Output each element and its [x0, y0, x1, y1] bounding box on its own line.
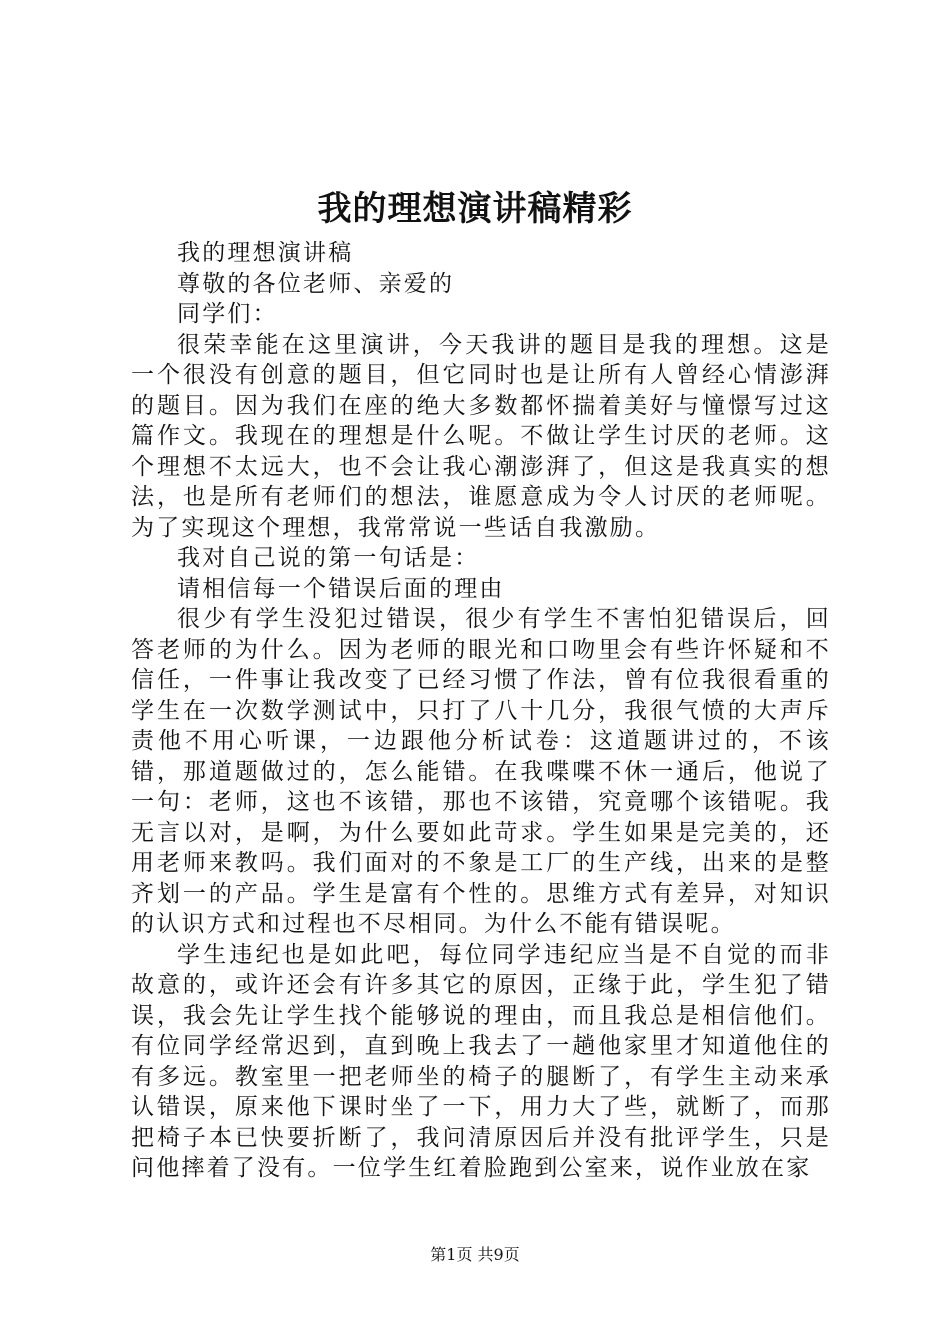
- document-body: [131, 238, 831, 1184]
- paragraph: 我的理想演讲稿: [177, 240, 354, 266]
- paragraph: 很少有学生没犯过错误，很少有学生不害怕犯错误后，回答老师的为什么。因为老师的眼光和口吻里会有些许怀疑和不信任，一件事让我改变了已经习惯了作法，曾有位我很看重的学生在一次数学测试中，只打了八十几分，我很气愤的大声斥责他不用心听课，一边跟他分析试卷：这道题讲过的，不该错，那道题做过的，怎么能错。在我喋喋不休一通后，他说了一句：老师，这也不该错，那也不该错，究竟哪个该错呢。我无言以对，是啊，为什么要如此苛求。学生如果是完美的，还用老师来教吗。我们面对的不象是工厂的生产线，出来的是整齐划一的产品。学生是富有个性的。思维方式有差异，对知识的认识方式和过程也不尽相同。为什么不能有错误呢。: [131, 606, 831, 937]
- paragraph: 我对自己说的第一句话是：: [177, 545, 480, 571]
- page-footer: 第1页 共9页: [430, 1245, 520, 1264]
- document-title: 我的理想演讲稿精彩: [317, 189, 633, 229]
- paragraph: 学生违纪也是如此吧，每位同学违纪应当是不自觉的而非故意的，或许还会有许多其它的原因，正缘于此，学生犯了错误，我会先让学生找个能够说的理由，而且我总是相信他们。有位同学经常迟到，直到晚上我去了一趟他家里才知道他住的有多远。教室里一把老师坐的椅子的腿断了，有学生主动来承认错误，原来他下课时坐了一下，用力大了些，就断了，而那把椅子本已快要折断了，我问清原因后并没有批评学生，只是问他摔着了没有。一位学生红着脸跑到公室来，说作业放在家: [131, 941, 831, 1181]
- paragraph: 很荣幸能在这里演讲，今天我讲的题目是我的理想。这是一个很没有创意的题目，但它同时也是让所有人曾经心情澎湃的题目。因为我们在座的绝大多数都怀揣着美好与憧憬写过这篇作文。我现在的理想是什么呢。不做让学生讨厌的老师。这个理想不太远大，也不会让我心潮澎湃了，但这是我真实的想法，也是所有老师们的想法，谁愿意成为令人讨厌的老师呢。为了实现这个理想，我常常说一些话自我激励。: [131, 331, 831, 541]
- paragraph: 请相信每一个错误后面的理由: [177, 575, 505, 602]
- paragraph: 尊敬的各位老师、亲爱的: [177, 270, 455, 297]
- paragraph: 同学们：: [177, 301, 278, 327]
